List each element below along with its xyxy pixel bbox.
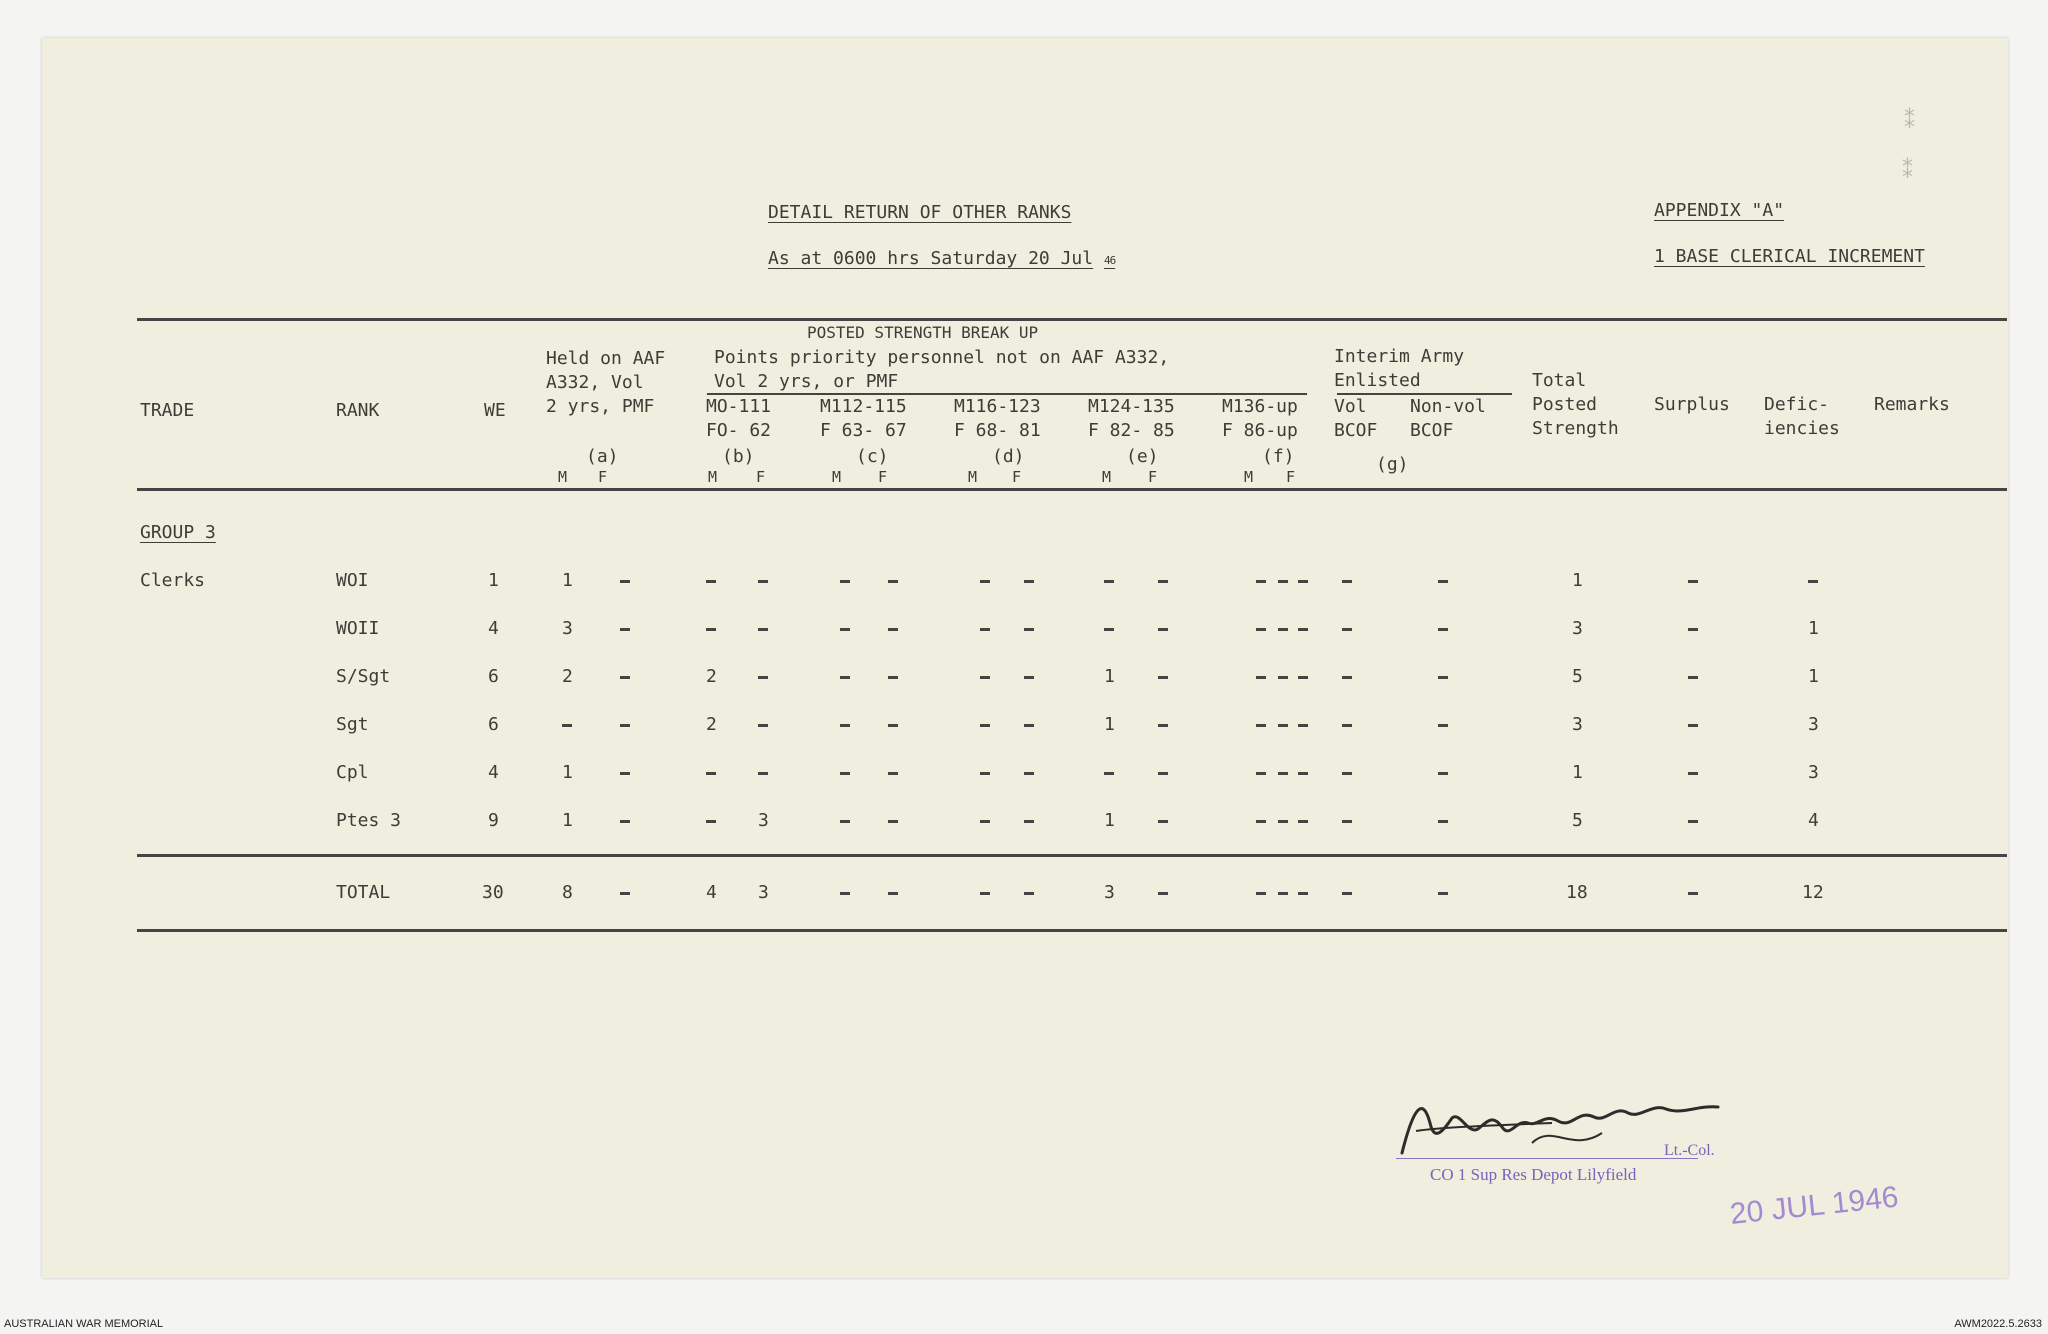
totals-empty-dash — [620, 892, 630, 895]
heading-held-1: Held on AAF — [546, 348, 666, 369]
heading-total-3: Strength — [1532, 418, 1619, 439]
row-empty-dash — [1024, 628, 1034, 631]
heading-letter-e: (e) — [1126, 446, 1159, 467]
totals-posted: 18 — [1566, 882, 1588, 903]
document-date-line — [768, 250, 1115, 268]
heading-total-2: Posted — [1532, 394, 1598, 415]
footer-catalogue-id: AWM2022.5.2633 — [1954, 1318, 2042, 1330]
row-empty-dash — [1278, 580, 1288, 583]
row-empty-dash — [840, 628, 850, 631]
row-empty-dash — [1688, 772, 1698, 775]
date-line-year: 46 — [1103, 254, 1116, 267]
totals-empty-dash — [1278, 892, 1288, 895]
row-rank: WOII — [336, 618, 380, 639]
row-empty-dash — [1024, 820, 1034, 823]
heading-defic-1: Defic- — [1764, 394, 1830, 415]
row-empty-dash — [1438, 628, 1448, 631]
heading-b-1: MO-111 — [706, 396, 772, 417]
row-deficiencies: 3 — [1808, 714, 1819, 735]
row-held-m — [562, 724, 572, 727]
row-held-m: 2 — [562, 666, 573, 687]
row-empty-dash — [1278, 820, 1288, 823]
signature-line — [1396, 1158, 1698, 1159]
paper-blemish: ⁑ — [1904, 108, 1915, 133]
row-empty-dash — [980, 820, 990, 823]
row-empty-dash — [1158, 820, 1168, 823]
heading-f-c: F — [878, 468, 888, 486]
row-b-f — [758, 628, 768, 631]
heading-c-2: F 63- 67 — [820, 420, 907, 441]
totals-empty-dash — [1256, 892, 1266, 895]
heading-surplus: Surplus — [1654, 394, 1730, 415]
totals-empty-dash — [840, 892, 850, 895]
date-line-text: As at 0600 hrs Saturday 20 Jul — [768, 248, 1094, 269]
row-ws: 1 — [488, 570, 499, 591]
row-total-posted: 3 — [1572, 714, 1583, 735]
heading-m-a: M — [558, 468, 568, 486]
row-empty-dash — [1438, 820, 1448, 823]
row-ws: 6 — [488, 666, 499, 687]
row-empty-dash — [1256, 820, 1266, 823]
row-e-m: 1 — [1104, 714, 1115, 735]
row-rank: Sgt — [336, 714, 369, 735]
heading-letter-g: (g) — [1376, 454, 1409, 475]
heading-trade: TRADE — [140, 400, 195, 421]
heading-nonvol-1: Non-vol — [1410, 396, 1486, 417]
row-b-m — [706, 772, 716, 775]
row-empty-dash — [1298, 628, 1308, 631]
totals-b-f: 3 — [758, 882, 769, 903]
heading-d-2: F 68- 81 — [954, 420, 1041, 441]
totals-empty-dash — [1298, 892, 1308, 895]
row-empty-dash — [1342, 820, 1352, 823]
row-total-posted: 5 — [1572, 810, 1583, 831]
row-empty-dash — [1438, 676, 1448, 679]
table-bottom-rule — [137, 929, 2007, 932]
row-empty-dash — [1298, 772, 1308, 775]
totals-b-m: 4 — [706, 882, 717, 903]
row-e-m: 1 — [1104, 666, 1115, 687]
row-empty-dash — [980, 580, 990, 583]
row-ws: 6 — [488, 714, 499, 735]
row-empty-dash — [1278, 724, 1288, 727]
totals-deficiencies: 12 — [1802, 882, 1824, 903]
row-rank: Cpl — [336, 762, 369, 783]
row-empty-dash — [1256, 628, 1266, 631]
row-empty-dash — [840, 724, 850, 727]
row-ws: 4 — [488, 762, 499, 783]
heading-interim-2: Enlisted — [1334, 370, 1421, 391]
row-empty-dash — [1024, 724, 1034, 727]
signature-stamp: CO 1 Sup Res Depot Lilyfield — [1430, 1165, 1637, 1184]
row-deficiencies: 1 — [1808, 666, 1819, 687]
heading-d-1: M116-123 — [954, 396, 1041, 417]
trade-label: Clerks — [140, 570, 206, 591]
row-empty-dash — [1298, 724, 1308, 727]
appendix-label: APPENDIX "A" — [1654, 200, 1785, 221]
heading-letter-d: (d) — [992, 446, 1025, 467]
row-e-m: 1 — [1104, 810, 1115, 831]
totals-empty-dash — [1688, 892, 1698, 895]
heading-letter-a: (a) — [586, 446, 619, 467]
group-label: GROUP 3 — [140, 522, 216, 543]
totals-empty-dash — [888, 892, 898, 895]
totals-ws: 30 — [482, 882, 504, 903]
row-empty-dash — [1688, 676, 1698, 679]
row-e-m — [1104, 628, 1114, 631]
totals-empty-dash — [1438, 892, 1448, 895]
points-rule — [707, 393, 1307, 395]
row-held-m: 1 — [562, 762, 573, 783]
row-deficiencies — [1808, 580, 1818, 583]
heading-defic-2: iencies — [1764, 418, 1840, 439]
heading-m-e: M — [1102, 468, 1112, 486]
row-empty-dash — [840, 772, 850, 775]
row-empty-dash — [620, 628, 630, 631]
row-empty-dash — [1278, 676, 1288, 679]
row-b-f — [758, 724, 768, 727]
totals-top-rule — [137, 854, 2007, 857]
row-held-m: 1 — [562, 570, 573, 591]
heading-m-d: M — [968, 468, 978, 486]
row-empty-dash — [1342, 628, 1352, 631]
row-empty-dash — [888, 772, 898, 775]
row-b-m: 2 — [706, 666, 717, 687]
row-b-f — [758, 580, 768, 583]
heading-e-2: F 82- 85 — [1088, 420, 1175, 441]
heading-letter-f: (f) — [1262, 446, 1295, 467]
row-empty-dash — [980, 772, 990, 775]
row-empty-dash — [620, 724, 630, 727]
row-empty-dash — [1688, 724, 1698, 727]
paper-blemish: ⁑ — [1902, 158, 1913, 183]
date-stamp: 20 JUL 1946 — [1728, 1180, 1900, 1232]
heading-f-f: F — [1286, 468, 1296, 486]
row-b-m: 2 — [706, 714, 717, 735]
row-empty-dash — [620, 820, 630, 823]
heading-nonvol-2: BCOF — [1410, 420, 1454, 441]
heading-m-c: M — [832, 468, 842, 486]
row-ws: 4 — [488, 618, 499, 639]
row-empty-dash — [1688, 580, 1698, 583]
heading-vol-1: Vol — [1334, 396, 1367, 417]
heading-vol-2: BCOF — [1334, 420, 1378, 441]
row-empty-dash — [1024, 676, 1034, 679]
signature-rank: Lt.-Col. — [1664, 1142, 1715, 1159]
row-empty-dash — [1298, 820, 1308, 823]
heading-points-1: Points priority personnel not on AAF A332, — [714, 347, 1170, 368]
row-b-f — [758, 772, 768, 775]
row-empty-dash — [620, 772, 630, 775]
row-empty-dash — [1256, 580, 1266, 583]
row-empty-dash — [888, 676, 898, 679]
row-empty-dash — [888, 580, 898, 583]
row-empty-dash — [1342, 676, 1352, 679]
row-b-f: 3 — [758, 810, 769, 831]
row-empty-dash — [1256, 772, 1266, 775]
heading-f-2: F 86-up — [1222, 420, 1298, 441]
totals-empty-dash — [1342, 892, 1352, 895]
row-empty-dash — [620, 580, 630, 583]
row-empty-dash — [1688, 820, 1698, 823]
row-b-m — [706, 580, 716, 583]
row-empty-dash — [840, 580, 850, 583]
totals-empty-dash — [1158, 892, 1168, 895]
row-empty-dash — [1342, 724, 1352, 727]
totals-e-m: 3 — [1104, 882, 1115, 903]
table-top-rule — [137, 318, 2007, 321]
heading-letter-b: (b) — [722, 446, 755, 467]
heading-f-e: F — [1148, 468, 1158, 486]
totals-label: TOTAL — [336, 882, 391, 903]
heading-letter-c: (c) — [856, 446, 889, 467]
row-empty-dash — [1158, 772, 1168, 775]
row-empty-dash — [1158, 628, 1168, 631]
row-empty-dash — [1438, 724, 1448, 727]
heading-f-1: M136-up — [1222, 396, 1298, 417]
row-b-f — [758, 676, 768, 679]
row-total-posted: 5 — [1572, 666, 1583, 687]
row-empty-dash — [620, 676, 630, 679]
row-empty-dash — [1278, 772, 1288, 775]
row-e-m — [1104, 580, 1114, 583]
row-empty-dash — [888, 820, 898, 823]
row-empty-dash — [840, 676, 850, 679]
heading-b-2: FO- 62 — [706, 420, 772, 441]
row-empty-dash — [1298, 676, 1308, 679]
document-sheet — [42, 38, 2008, 1278]
heading-f-d: F — [1012, 468, 1022, 486]
row-total-posted: 1 — [1572, 570, 1583, 591]
heading-f-a: F — [598, 468, 608, 486]
totals-empty-dash — [980, 892, 990, 895]
row-empty-dash — [1256, 724, 1266, 727]
heading-m-f: M — [1244, 468, 1254, 486]
row-empty-dash — [980, 628, 990, 631]
row-empty-dash — [980, 676, 990, 679]
row-empty-dash — [1298, 580, 1308, 583]
interim-rule — [1337, 393, 1512, 395]
row-ws: 9 — [488, 810, 499, 831]
heading-rank: RANK — [336, 400, 380, 421]
heading-total-1: Total — [1532, 370, 1587, 391]
heading-posted-strength: POSTED STRENGTH BREAK UP — [807, 323, 1039, 342]
heading-c-1: M112-115 — [820, 396, 907, 417]
row-total-posted: 3 — [1572, 618, 1583, 639]
heading-f-b: F — [756, 468, 766, 486]
row-rank: S/Sgt — [336, 666, 391, 687]
heading-points-2: Vol 2 yrs, or PMF — [714, 371, 899, 392]
row-b-m — [706, 820, 716, 823]
heading-e-1: M124-135 — [1088, 396, 1175, 417]
row-empty-dash — [888, 628, 898, 631]
row-rank: Ptes 3 — [336, 810, 402, 831]
row-empty-dash — [1158, 724, 1168, 727]
row-empty-dash — [1256, 676, 1266, 679]
heading-held-2: A332, Vol — [546, 372, 644, 393]
footer-archive-name: AUSTRALIAN WAR MEMORIAL — [4, 1318, 164, 1330]
row-empty-dash — [1342, 580, 1352, 583]
row-empty-dash — [1342, 772, 1352, 775]
row-empty-dash — [1024, 580, 1034, 583]
unit-name: 1 BASE CLERICAL INCREMENT — [1654, 246, 1925, 267]
heading-ws: WE — [484, 400, 506, 421]
row-empty-dash — [1438, 772, 1448, 775]
row-empty-dash — [1024, 772, 1034, 775]
row-rank: WOI — [336, 570, 369, 591]
row-deficiencies: 1 — [1808, 618, 1819, 639]
signature — [1382, 1083, 1742, 1173]
row-b-m — [706, 628, 716, 631]
totals-empty-dash — [1024, 892, 1034, 895]
row-empty-dash — [1438, 580, 1448, 583]
heading-m-b: M — [708, 468, 718, 486]
heading-remarks: Remarks — [1874, 394, 1950, 415]
row-empty-dash — [1158, 580, 1168, 583]
row-deficiencies: 3 — [1808, 762, 1819, 783]
heading-interim-1: Interim Army — [1334, 346, 1465, 367]
header-bottom-rule — [137, 488, 2007, 491]
row-empty-dash — [980, 724, 990, 727]
row-empty-dash — [888, 724, 898, 727]
row-empty-dash — [840, 820, 850, 823]
row-held-m: 1 — [562, 810, 573, 831]
totals-held-m: 8 — [562, 882, 573, 903]
row-held-m: 3 — [562, 618, 573, 639]
row-total-posted: 1 — [1572, 762, 1583, 783]
heading-held-3: 2 yrs, PMF — [546, 396, 655, 417]
document-title: DETAIL RETURN OF OTHER RANKS — [768, 202, 1072, 223]
row-empty-dash — [1158, 676, 1168, 679]
row-deficiencies: 4 — [1808, 810, 1819, 831]
row-e-m — [1104, 772, 1114, 775]
row-empty-dash — [1278, 628, 1288, 631]
row-empty-dash — [1688, 628, 1698, 631]
